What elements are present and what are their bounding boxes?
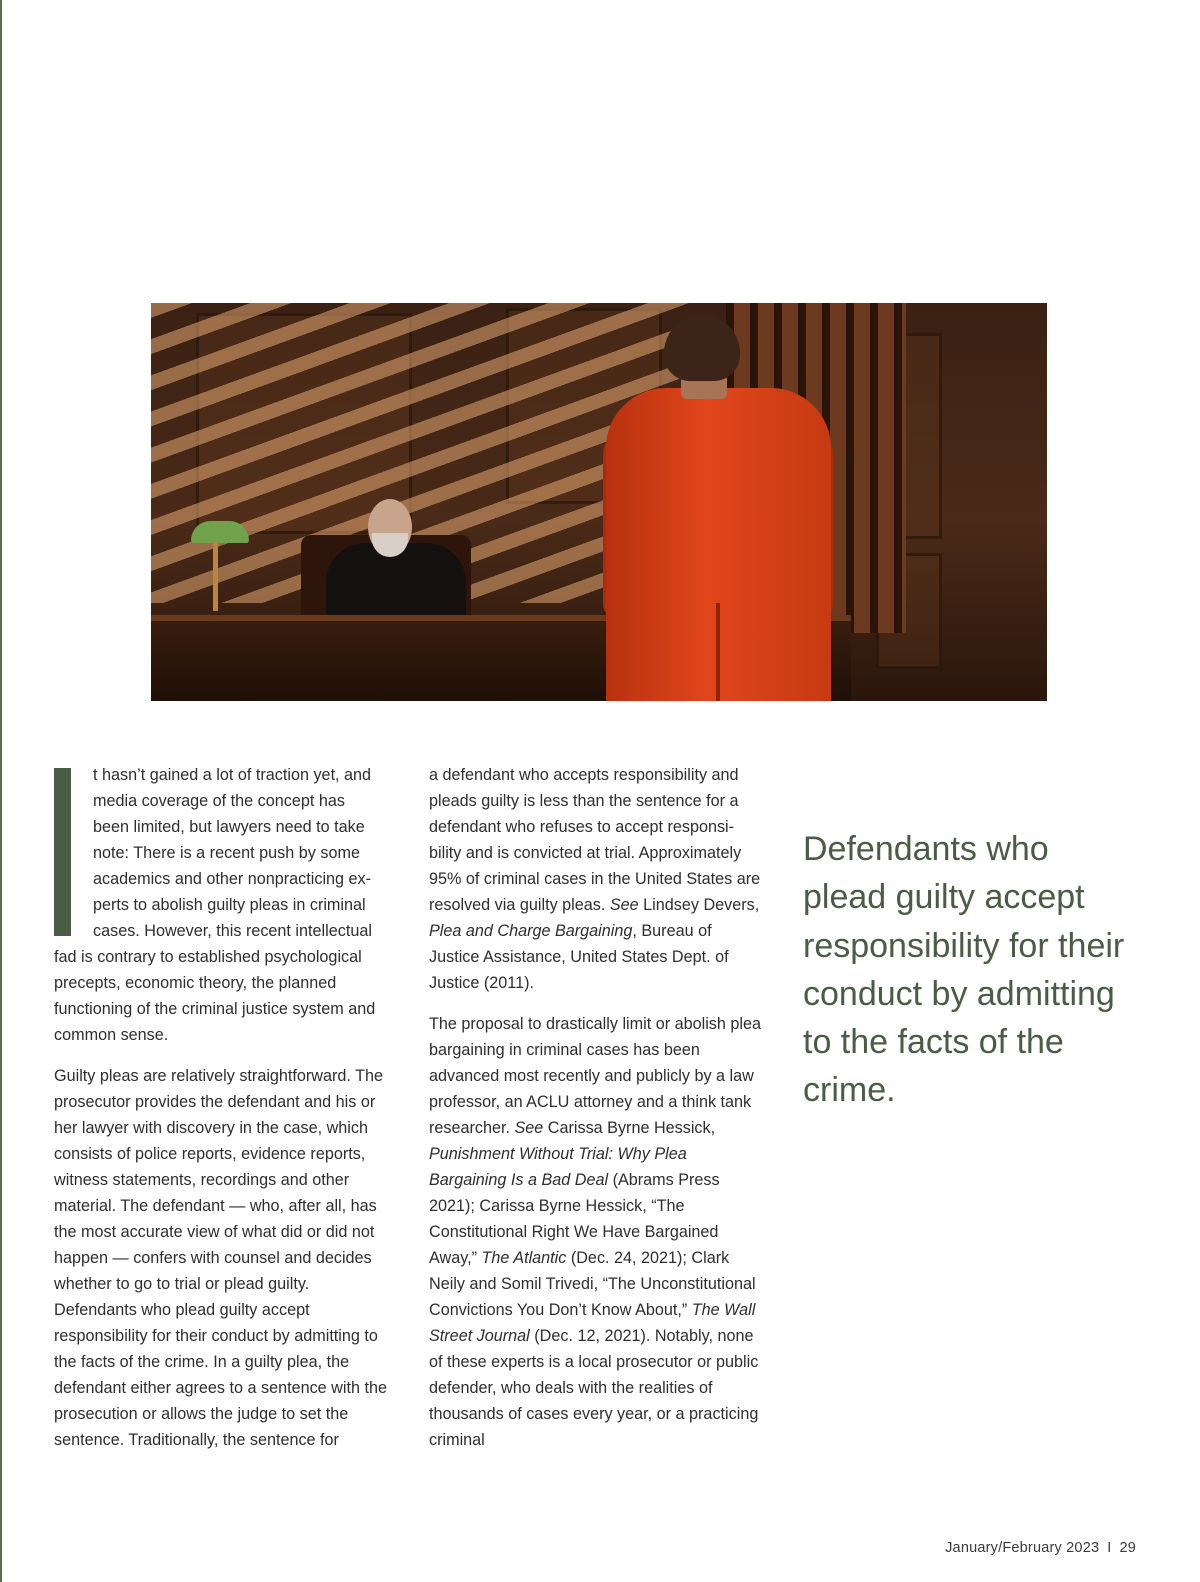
article-paragraph: Guilty pleas are relatively straightforward. The prosecutor provides the defendant and his or her lawyer with discovery in the case, which consists of police reports, evidence reports, witness statements, recordings and other material. The defendant — who, after all, has the most accurate view of what did or did not happen — confers with counsel and decides whether to go to trial or plead guilty. Defendants who plead guilty accept responsibility for their conduct by admitting to the facts of the crime. In a guilty plea, the defendant either agrees to a sentence with the prosecution or allows the judge to set the sentence. Traditionally, the sentence for xyxy=(54,1067,387,1449)
article-paragraph xyxy=(429,762,766,996)
text-line: perts to abolish guilty pleas in criminal xyxy=(93,896,366,914)
text-run: (Abrams Press 2021); Carissa Byrne Hessick, “The Constitutional Right We Have Bargained Away,” xyxy=(429,1171,720,1267)
text-run: , Bureau of Justice Assistance, United States Dept. of Justice (2011). xyxy=(429,922,729,992)
citation-title: Punishment Without Trial: Why Plea Bargaining Is a Bad Deal xyxy=(429,1145,687,1189)
footer-separator: I xyxy=(1107,1540,1112,1556)
text-line: academics and other nonpracticing ex- xyxy=(93,870,372,888)
citation-signal: See xyxy=(609,896,639,914)
courtroom-photo xyxy=(151,303,1047,701)
bankers-lamp-post xyxy=(213,541,218,611)
text-line: been limited, but lawyers need to take xyxy=(93,818,365,836)
text-run: fad is contrary to established psychological precepts, economic theory, the planned functioning of the criminal justice system and common sense. xyxy=(54,948,376,1044)
text-line: media coverage of the concept has xyxy=(93,792,345,810)
citation-title: The Atlantic xyxy=(481,1249,567,1267)
citation-title: Plea and Charge Bargaining xyxy=(429,922,633,940)
text-line: t hasn’t gained a lot of traction yet, and xyxy=(93,766,372,784)
text-run: Lindsey Devers, xyxy=(638,896,760,914)
text-run: (Dec. 24, 2021); Clark Neily and Somil Trivedi, “The Unconstitutional Convictions You Don’t Know About,” xyxy=(429,1249,756,1319)
page-edge-rule xyxy=(0,0,2,1582)
issue-date: January/February 2023 xyxy=(945,1540,1100,1556)
citation-title: The Wall Street Journal xyxy=(429,1301,756,1345)
article-column-1 xyxy=(54,762,389,1468)
text-run: Carissa Byrne Hessick, xyxy=(543,1119,716,1137)
text-run: The proposal to drastically limit or abolish plea bargaining in criminal cases has been advanced most recently and publicly by a law professor, an ACLU attorney and a think tank researcher. xyxy=(429,1015,762,1137)
article-column-2 xyxy=(429,762,766,1468)
text-run: a defendant who accepts responsibility and pleads guilty is less than the sentence for a defendant who refuses to accept responsi-bility and is convicted at trial. Approximately 95% of criminal cases in the United States are resolved via guilty pleas. xyxy=(429,766,761,914)
text-run: (Dec. 12, 2021). Notably, none of these experts is a local prosecutor or public defender, who deals with the realities of thousands of cases every year, or a practicing criminal xyxy=(429,1327,759,1449)
article-paragraph xyxy=(429,1011,766,1453)
page-number: 29 xyxy=(1119,1540,1136,1556)
citation-signal: See xyxy=(514,1119,544,1137)
article-paragraph xyxy=(54,762,389,1048)
defendant-head xyxy=(664,315,740,381)
page-footer xyxy=(945,1540,1136,1556)
text-line: note: There is a recent push by some xyxy=(93,844,360,862)
pull-quote: Defendants who plead guilty accept responsibility for their conduct by admitting to the facts of the crime. xyxy=(803,830,1125,1110)
text-line: cases. However, this recent intellectual xyxy=(93,922,372,940)
bankers-lamp-shade xyxy=(191,521,249,543)
defendant-leg-gap xyxy=(716,603,720,701)
